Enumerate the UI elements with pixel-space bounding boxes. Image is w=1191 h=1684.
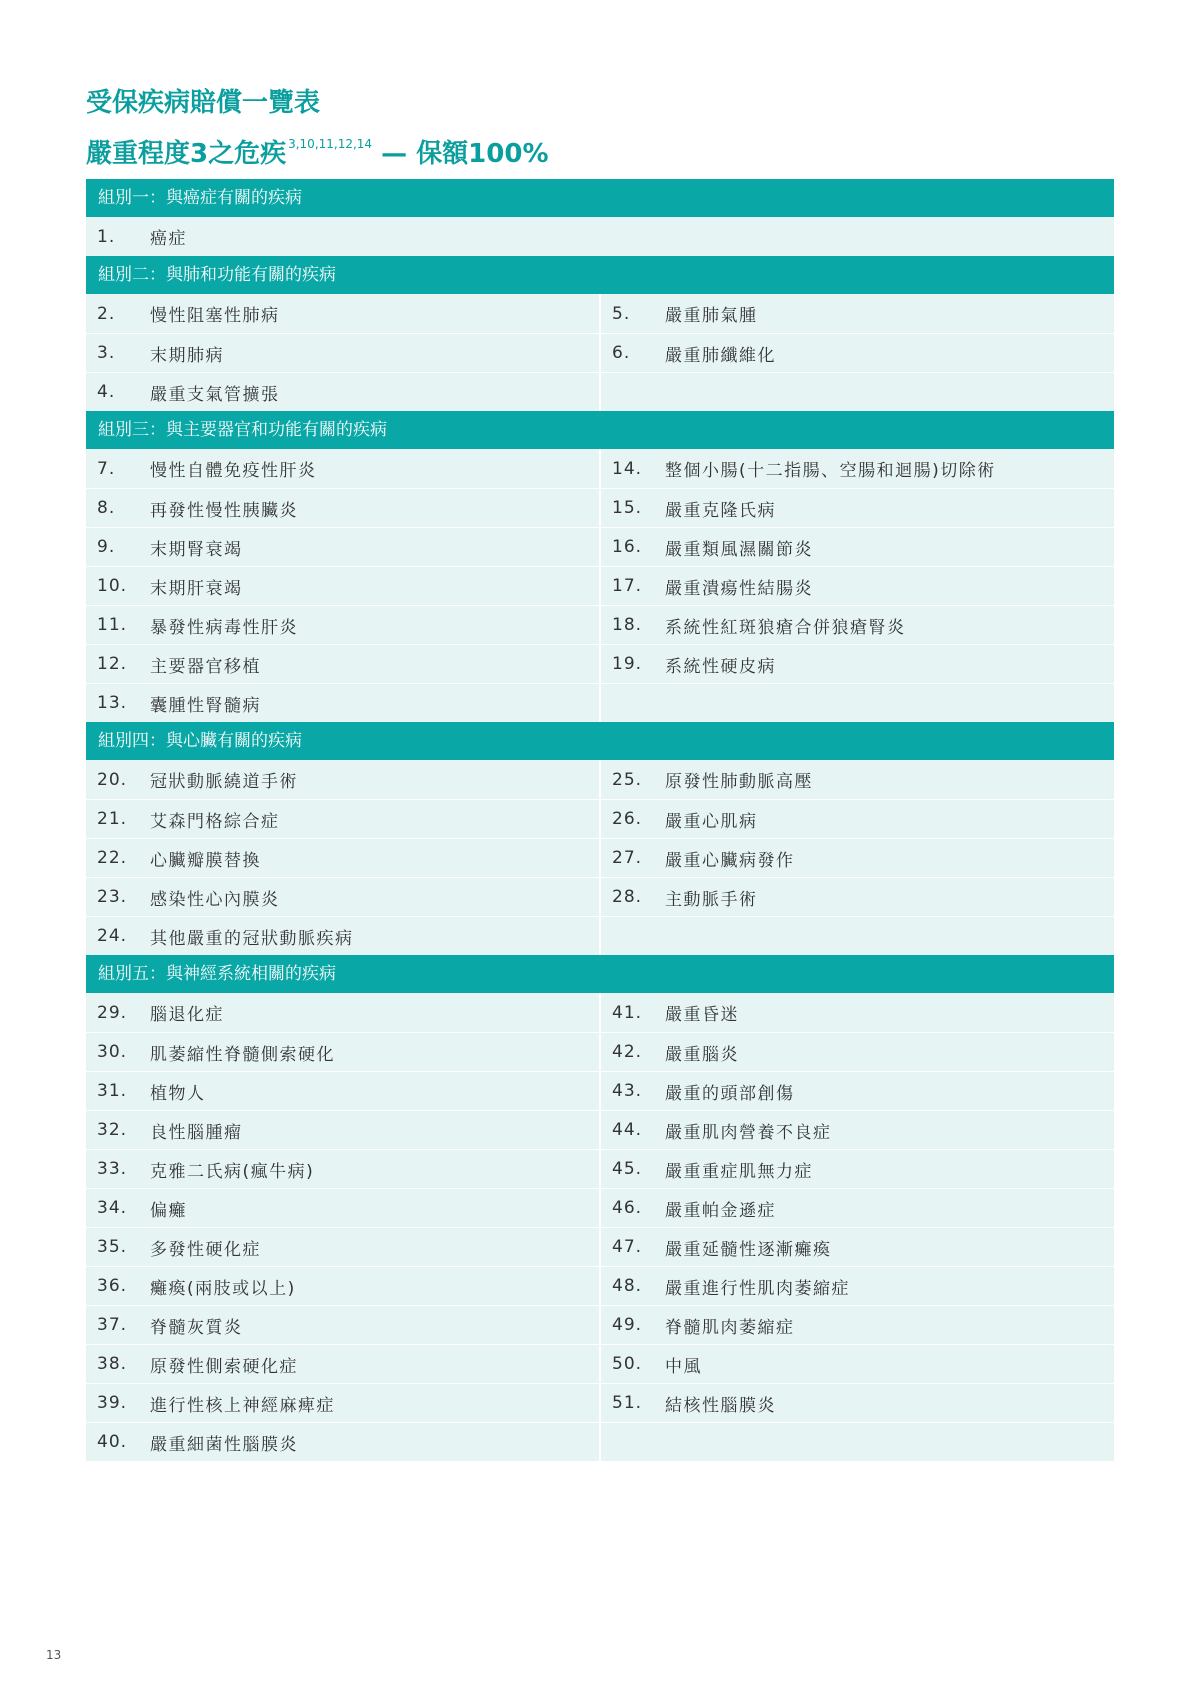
subtitle-text: 嚴重程度3之危疾	[86, 139, 287, 169]
disease-cell	[601, 1111, 1114, 1149]
disease-number: 47.	[612, 1237, 643, 1257]
disease-cell	[601, 1033, 1114, 1071]
disease-cell	[86, 1189, 599, 1227]
disease-cell	[601, 1306, 1114, 1344]
table-row	[86, 877, 1114, 916]
disease-name: 中風	[665, 1356, 702, 1377]
disease-cell	[601, 567, 1114, 605]
disease-cell	[86, 606, 599, 644]
disease-cell	[601, 294, 1114, 333]
disease-number: 10.	[97, 576, 128, 596]
disease-name: 進行性核上神經麻痺症	[150, 1395, 335, 1416]
disease-name: 系統性硬皮病	[665, 656, 776, 677]
table-row	[86, 644, 1114, 683]
disease-cell	[601, 760, 1114, 799]
disease-number: 5.	[612, 303, 631, 324]
disease-cell	[86, 1150, 599, 1188]
disease-number: 20.	[97, 769, 128, 790]
group-header: 組別一：與癌症有關的疾病	[86, 179, 1114, 217]
disease-name: 腦退化症	[150, 1005, 224, 1025]
disease-cell	[86, 684, 599, 722]
disease-number: 3.	[97, 343, 116, 363]
disease-name: 慢性自體免疫性肝炎	[150, 461, 317, 481]
disease-name: 癌症	[150, 229, 187, 249]
table-row	[86, 333, 1114, 372]
table-row	[86, 1266, 1114, 1305]
group-header: 組別三：與主要器官和功能有關的疾病	[86, 411, 1114, 449]
disease-name: 原發性側索硬化症	[150, 1356, 298, 1377]
disease-cell	[601, 1228, 1114, 1266]
disease-number: 39.	[97, 1393, 128, 1413]
disease-number: 16.	[612, 537, 643, 557]
disease-name: 末期肝衰竭	[150, 578, 243, 599]
disease-number: 36.	[97, 1276, 128, 1296]
disease-cell	[601, 373, 1114, 411]
disease-number: 34.	[97, 1198, 128, 1218]
disease-cell	[86, 878, 599, 916]
disease-name: 原發性肺動脈高壓	[665, 772, 813, 792]
disease-number: 2.	[97, 303, 116, 324]
disease-number: 40.	[97, 1432, 128, 1452]
table-row	[86, 294, 1114, 333]
disease-cell	[86, 1345, 599, 1383]
disease-number: 9.	[97, 537, 116, 557]
disease-number: 6.	[612, 343, 631, 363]
disease-name: 嚴重肺氣腫	[665, 306, 758, 326]
table-row	[86, 1383, 1114, 1422]
disease-name: 末期肺病	[150, 345, 224, 366]
disease-cell	[86, 1423, 599, 1461]
disease-name: 冠狀動脈繞道手術	[150, 772, 298, 792]
disease-cell	[86, 217, 1114, 256]
table-row	[86, 217, 1114, 256]
disease-number: 43.	[612, 1081, 643, 1101]
disease-name: 良性腦腫瘤	[150, 1122, 243, 1143]
disease-cell	[86, 1384, 599, 1422]
disease-number: 13.	[97, 693, 128, 713]
disease-number: 44.	[612, 1120, 643, 1140]
disease-name: 整個小腸(十二指腸、空腸和迴腸)切除術	[665, 461, 996, 481]
disease-cell	[601, 839, 1114, 877]
disease-number: 31.	[97, 1081, 128, 1101]
page-subtitle	[86, 124, 549, 174]
disease-number: 41.	[612, 1002, 643, 1023]
disease-cell	[86, 373, 599, 411]
disease-cell	[601, 1345, 1114, 1383]
disease-cell	[601, 1189, 1114, 1227]
disease-name: 肌萎縮性脊髓側索硬化	[150, 1044, 335, 1065]
disease-name: 嚴重的頭部創傷	[665, 1083, 795, 1104]
disease-number: 32.	[97, 1120, 128, 1140]
disease-number: 7.	[97, 458, 116, 479]
disease-name: 脊髓灰質炎	[150, 1317, 243, 1338]
disease-cell	[86, 1228, 599, 1266]
disease-name: 嚴重肺纖維化	[665, 345, 776, 366]
disease-cell	[86, 839, 599, 877]
disease-cell	[86, 760, 599, 799]
disease-number: 4.	[97, 382, 116, 402]
disease-number: 30.	[97, 1042, 128, 1062]
disease-cell	[86, 800, 599, 838]
table-row	[86, 838, 1114, 877]
table-row	[86, 993, 1114, 1032]
disease-number: 50.	[612, 1354, 643, 1374]
table-row	[86, 683, 1114, 722]
table-row	[86, 605, 1114, 644]
disease-cell	[601, 917, 1114, 955]
disease-cell	[86, 1267, 599, 1305]
disease-name: 多發性硬化症	[150, 1239, 261, 1260]
disease-name: 主要器官移植	[150, 656, 261, 677]
disease-number: 37.	[97, 1315, 128, 1335]
disease-cell	[86, 993, 599, 1032]
group-header: 組別四：與心臟有關的疾病	[86, 722, 1114, 760]
disease-name: 偏癱	[150, 1200, 187, 1221]
disease-cell	[601, 334, 1114, 372]
table-row	[86, 1344, 1114, 1383]
table-row	[86, 1422, 1114, 1461]
disease-number: 35.	[97, 1237, 128, 1257]
disease-number: 38.	[97, 1354, 128, 1374]
disease-number: 27.	[612, 848, 643, 868]
disease-name: 再發性慢性胰臟炎	[150, 500, 298, 521]
disease-table	[86, 179, 1114, 1461]
disease-name: 嚴重腦炎	[665, 1044, 739, 1065]
disease-number: 29.	[97, 1002, 128, 1023]
disease-number: 1.	[97, 226, 116, 247]
disease-cell	[601, 645, 1114, 683]
disease-number: 18.	[612, 615, 643, 635]
disease-name: 慢性阻塞性肺病	[150, 306, 280, 326]
table-row	[86, 1032, 1114, 1071]
disease-cell	[601, 1072, 1114, 1110]
disease-name: 末期腎衰竭	[150, 539, 243, 560]
table-row	[86, 527, 1114, 566]
disease-cell	[86, 645, 599, 683]
disease-number: 49.	[612, 1315, 643, 1335]
disease-number: 42.	[612, 1042, 643, 1062]
disease-name: 其他嚴重的冠狀動脈疾病	[150, 928, 354, 949]
disease-cell	[601, 528, 1114, 566]
disease-cell	[86, 1306, 599, 1344]
disease-name: 嚴重重症肌無力症	[665, 1161, 813, 1182]
table-row	[86, 916, 1114, 955]
subtitle-coverage: — 保額100%	[372, 139, 549, 169]
disease-number: 26.	[612, 809, 643, 829]
disease-name: 嚴重心肌病	[665, 811, 758, 832]
disease-number: 28.	[612, 887, 643, 907]
disease-name: 心臟瓣膜替換	[150, 850, 261, 871]
disease-name: 結核性腦膜炎	[665, 1395, 776, 1416]
disease-number: 8.	[97, 498, 116, 518]
table-row	[86, 1110, 1114, 1149]
table-row	[86, 1305, 1114, 1344]
disease-cell	[86, 294, 599, 333]
disease-number: 19.	[612, 654, 643, 674]
disease-number: 21.	[97, 809, 128, 829]
disease-number: 45.	[612, 1159, 643, 1179]
disease-name: 植物人	[150, 1083, 206, 1104]
table-row	[86, 449, 1114, 488]
disease-cell	[601, 489, 1114, 527]
disease-number: 11.	[97, 615, 128, 635]
disease-number: 46.	[612, 1198, 643, 1218]
disease-cell	[601, 878, 1114, 916]
disease-number: 33.	[97, 1159, 128, 1179]
disease-cell	[601, 1384, 1114, 1422]
disease-cell	[86, 1033, 599, 1071]
group-header: 組別五：與神經系統相關的疾病	[86, 955, 1114, 993]
disease-name: 嚴重潰瘍性結腸炎	[665, 578, 813, 599]
table-row	[86, 1188, 1114, 1227]
disease-number: 15.	[612, 498, 643, 518]
disease-name: 嚴重克隆氏病	[665, 500, 776, 521]
disease-cell	[601, 1267, 1114, 1305]
disease-name: 艾森門格綜合症	[150, 811, 280, 832]
disease-cell	[86, 1111, 599, 1149]
disease-name: 感染性心內膜炎	[150, 889, 280, 910]
disease-cell	[601, 449, 1114, 488]
disease-number: 12.	[97, 654, 128, 674]
disease-name: 嚴重延髓性逐漸癱瘓	[665, 1239, 832, 1260]
disease-cell	[86, 528, 599, 566]
disease-name: 嚴重類風濕關節炎	[665, 539, 813, 560]
disease-cell	[86, 917, 599, 955]
disease-number: 23.	[97, 887, 128, 907]
disease-cell	[601, 993, 1114, 1032]
disease-cell	[86, 449, 599, 488]
disease-name: 克雅二氏病(瘋牛病)	[150, 1161, 315, 1182]
disease-name: 嚴重帕金遜症	[665, 1200, 776, 1221]
disease-name: 主動脈手術	[665, 889, 758, 910]
table-row	[86, 488, 1114, 527]
disease-number: 24.	[97, 926, 128, 946]
disease-name: 囊腫性腎髓病	[150, 695, 261, 716]
disease-number: 51.	[612, 1393, 643, 1413]
disease-number: 14.	[612, 458, 643, 479]
disease-number: 17.	[612, 576, 643, 596]
disease-name: 嚴重進行性肌肉萎縮症	[665, 1278, 850, 1299]
disease-name: 暴發性病毒性肝炎	[150, 617, 298, 638]
disease-cell	[86, 567, 599, 605]
disease-cell	[601, 606, 1114, 644]
group-header: 組別二：與肺和功能有關的疾病	[86, 256, 1114, 294]
disease-name: 嚴重支氣管擴張	[150, 384, 280, 405]
disease-cell	[86, 1072, 599, 1110]
table-row	[86, 1071, 1114, 1110]
table-row	[86, 799, 1114, 838]
table-row	[86, 566, 1114, 605]
disease-name: 脊髓肌肉萎縮症	[665, 1317, 795, 1338]
disease-cell	[86, 489, 599, 527]
table-row	[86, 1149, 1114, 1188]
disease-name: 嚴重昏迷	[665, 1005, 739, 1025]
disease-number: 25.	[612, 769, 643, 790]
disease-cell	[601, 800, 1114, 838]
disease-name: 嚴重心臟病發作	[665, 850, 795, 871]
page-number: 13	[46, 1648, 62, 1662]
disease-cell	[601, 1150, 1114, 1188]
subtitle-footnote-refs: 3,10,11,12,14	[288, 137, 373, 151]
disease-number: 48.	[612, 1276, 643, 1296]
disease-name: 癱瘓(兩肢或以上)	[150, 1278, 296, 1299]
table-row	[86, 1227, 1114, 1266]
page-title: 受保疾病賠償一覽表	[86, 88, 321, 118]
disease-name: 嚴重肌肉營養不良症	[665, 1122, 832, 1143]
disease-name: 系統性紅斑狼瘡合併狼瘡腎炎	[665, 617, 906, 638]
disease-cell	[601, 684, 1114, 722]
disease-number: 22.	[97, 848, 128, 868]
disease-name: 嚴重細菌性腦膜炎	[150, 1434, 298, 1455]
disease-cell	[601, 1423, 1114, 1461]
table-row	[86, 372, 1114, 411]
disease-cell	[86, 334, 599, 372]
table-row	[86, 760, 1114, 799]
